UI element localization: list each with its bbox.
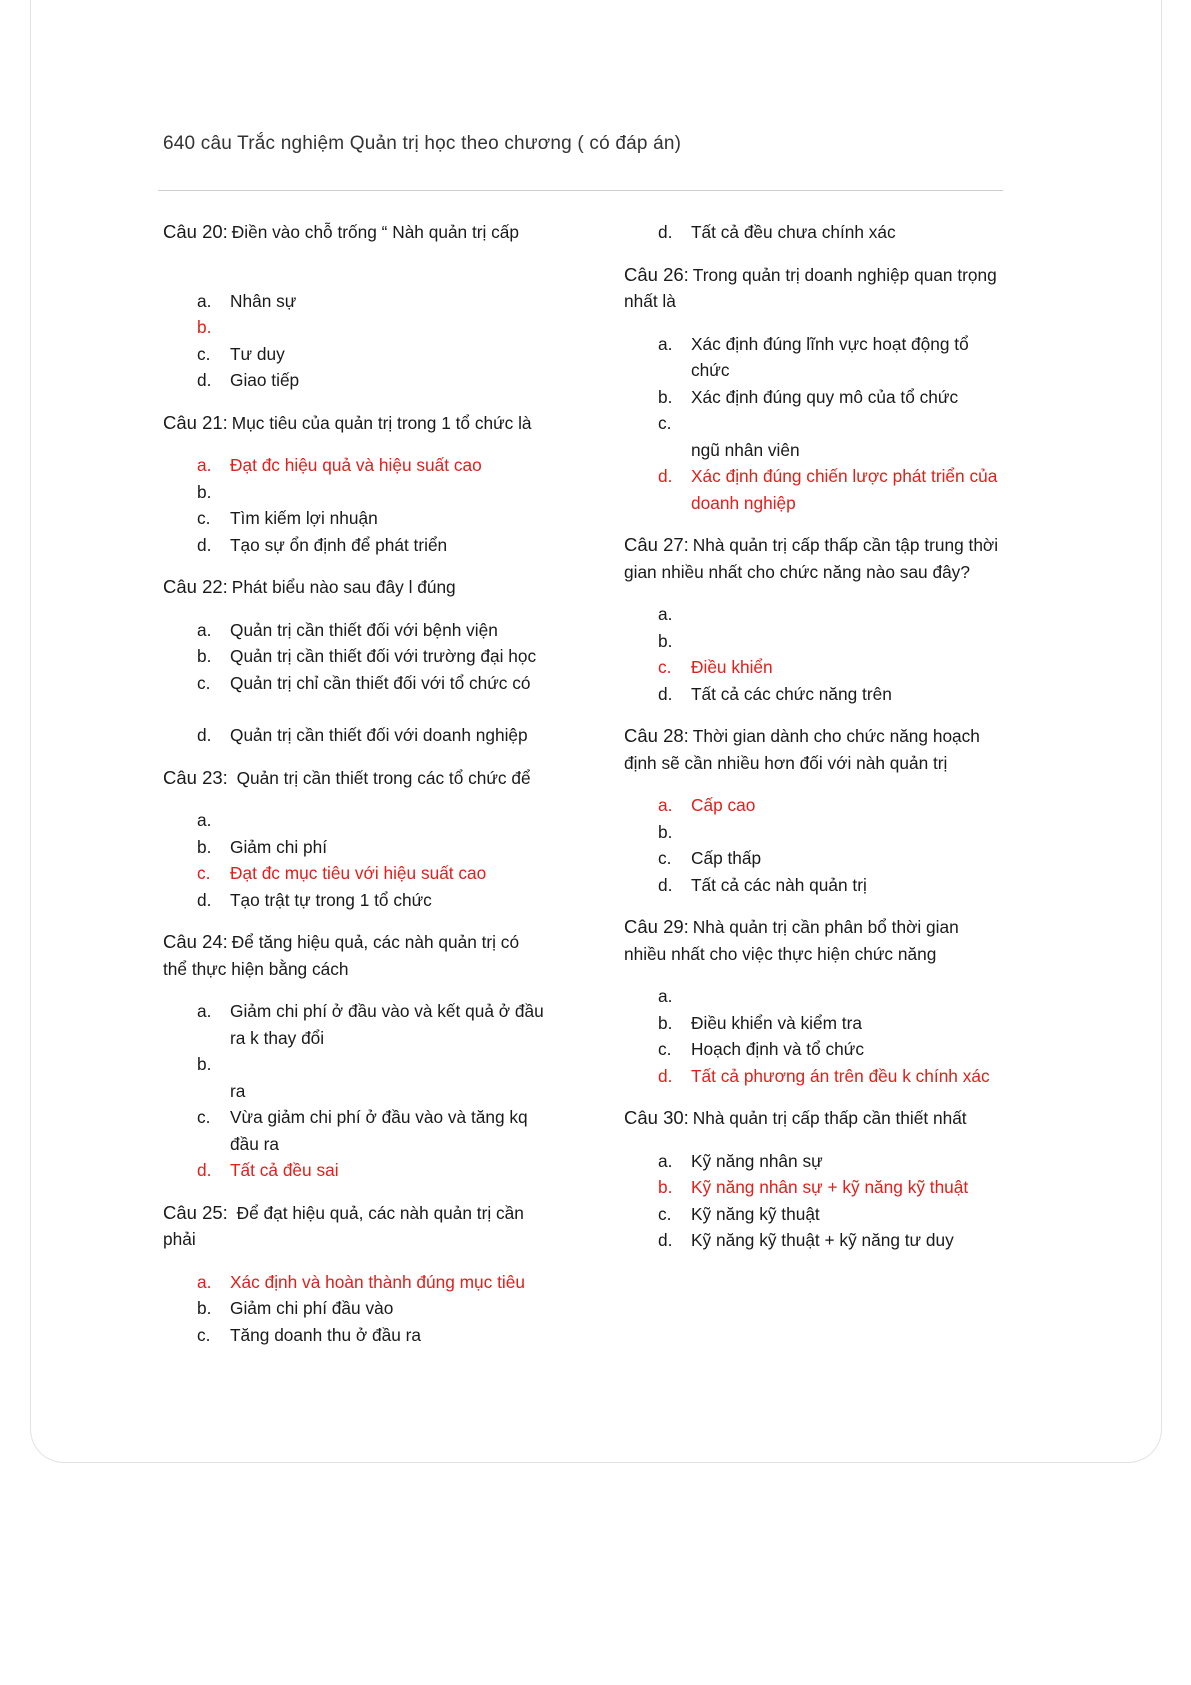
option-b[interactable]: b. Giảm chi phí [197,836,328,857]
option-b[interactable]: b. Điều khiển và kiểm tra [658,1012,862,1033]
option-b-answer[interactable]: b. Kỹ năng nhân sự + kỹ năng kỹ thuật [658,1177,969,1197]
option-a[interactable]: a. Xác định đúng lĩnh vực hoạt động tổ [658,333,969,354]
option-d[interactable]: d. Tất cả các nàh quản trị [658,874,867,895]
question-28 [624,723,1024,898]
question-label: Câu 26: [624,263,689,285]
question-label: Câu 30: [624,1107,689,1128]
option-c[interactable]: c. [658,413,672,433]
option-list [624,1148,1024,1254]
option-c[interactable]: c. Tăng doanh thu ở đầu ra [197,1324,422,1345]
option-list [624,331,1024,517]
question-stem [163,410,573,437]
option-list [624,792,1024,898]
question-21 [163,410,573,559]
option-list [163,1269,573,1349]
option-a-answer[interactable]: a. Đạt đc hiệu quả và hiệu suất cao [197,455,482,475]
question-text-cont: định sẽ cần nhiều hơn đối với nàh quản trị [624,752,948,773]
question-stem [163,929,573,982]
question-text: Nhà quản trị cấp thấp cần thiết nhất [692,1108,967,1128]
option-a-answer[interactable]: a. Cấp cao [658,795,756,815]
question-25 [163,1200,573,1349]
option-d[interactable]: d. Tất cả đều chưa chính xác [658,222,896,242]
option-c[interactable]: c. Quản trị chỉ cần thiết đối với tổ chức có [197,672,531,693]
option-d[interactable]: d. Tất cả các chức năng trên [658,683,892,704]
option-c[interactable]: c. Tư duy [197,343,285,364]
header-divider [158,190,1003,191]
question-text-cont: nhất là [624,291,676,311]
question-stem [163,574,573,601]
option-list [624,601,1024,707]
question-25-continued [624,219,1024,246]
question-22 [163,574,573,749]
question-text: Mục tiêu của quản trị trong 1 tổ chức là [231,412,532,433]
question-26 [624,262,1024,517]
option-d[interactable]: d. Giao tiếp [197,370,300,390]
option-a[interactable]: a. Giảm chi phí ở đầu vào và kết quả ở đầu [197,1001,544,1021]
option-d[interactable]: d. Tạo trật tự trong 1 tổ chức [197,889,432,910]
question-label: Câu 28: [624,725,689,746]
question-27 [624,532,1024,707]
option-b[interactable]: b. [197,481,212,502]
question-label: Câu 29: [624,916,689,937]
option-a[interactable]: a. [197,810,212,830]
question-text: Quản trị cần thiết trong các tổ chức để [236,767,531,788]
question-text: Nhà quản trị cấp thấp cần tập trung thời [692,535,999,555]
question-label: Câu 22: [163,576,228,597]
question-stem [624,723,1024,776]
option-c-answer[interactable]: c. Đạt đc mục tiêu với hiệu suất cao [197,863,487,883]
question-label: Câu 27: [624,534,689,555]
document-title: 640 câu Trắc nghiệm Quản trị học theo chương ( có đáp án) [163,133,682,154]
question-24 [163,929,573,1184]
question-text-cont: nhiều nhất cho việc thực hiện chức năng [624,943,937,964]
option-a[interactable]: a. Nhân sự [197,290,297,311]
question-stem [624,1105,1024,1132]
question-label: Câu 20: [163,221,228,242]
option-b[interactable]: b. Xác định đúng quy mô của tổ chức [658,386,959,407]
question-stem [163,765,573,792]
option-a-cont: chức [691,360,730,380]
question-stem [624,914,1024,967]
option-a-cont: ra k thay đổi [230,1027,325,1048]
option-b[interactable]: b. [658,821,673,842]
option-list [163,807,573,913]
option-c[interactable]: c. Vừa giảm chi phí ở đầu vào và tăng kq [197,1107,528,1127]
question-text-cont: gian nhiều nhất cho chức năng nào sau đây? [624,561,970,582]
option-d-cont: doanh nghiệp [691,492,796,513]
option-c-cont: ngũ nhân viên [691,439,800,460]
option-b[interactable]: b. [658,630,673,651]
option-a[interactable]: a. Quản trị cần thiết đối với bệnh viện [197,619,498,640]
question-text: Để đạt hiệu quả, các nàh quản trị cần [236,1202,524,1223]
option-c[interactable]: c. Tìm kiếm lợi nhuận [197,508,378,528]
option-d-answer[interactable]: d. Xác định đúng chiến lược phát triển của [658,466,998,486]
option-list [163,617,573,749]
option-c-answer[interactable]: c. Điều khiển [658,657,773,677]
option-c[interactable]: c. Cấp thấp [658,848,762,868]
option-b[interactable]: b. Quản trị cần thiết đối với trường đại học [197,646,537,666]
option-d-answer[interactable]: d. Tất cả đều sai [197,1160,339,1180]
question-label: Câu 23: [163,766,228,788]
option-a[interactable]: a. [658,986,673,1006]
option-c[interactable]: c. Kỹ năng kỹ thuật [658,1203,820,1224]
option-c-cont: đầu ra [230,1133,280,1154]
question-stem [163,1200,573,1253]
option-d[interactable]: d. Quản trị cần thiết đối với doanh nghiệp [197,725,528,745]
option-list [624,983,1024,1089]
option-b[interactable]: b. [197,1054,212,1074]
question-stem [624,532,1024,585]
question-29 [624,914,1024,1089]
option-b-answer[interactable]: b. [197,317,212,337]
option-list [163,452,573,558]
option-list [163,288,573,394]
option-a[interactable]: a. [658,604,673,624]
option-c[interactable]: c. Hoạch định và tổ chức [658,1039,864,1059]
question-text-cont: phải [163,1229,196,1249]
question-text: Thời gian dành cho chức năng hoạch [692,726,980,746]
question-label: Câu 24: [163,931,228,952]
option-d-answer[interactable]: d. Tất cả phương án trên đều k chính xác [658,1065,990,1086]
question-text: Để tăng hiệu quả, các nàh quản trị có [231,932,520,952]
question-text: Nhà quản trị cần phân bổ thời gian [692,917,959,937]
left-column [163,219,573,1364]
question-text: Điền vào chỗ trống “ Nàh quản trị cấp [231,222,520,242]
question-20 [163,219,573,394]
option-list [624,219,1024,246]
option-d[interactable]: d. Tạo sự ổn định để phát triển [197,534,448,555]
option-a[interactable]: a. Kỹ năng nhân sự [658,1150,823,1171]
question-30 [624,1105,1024,1254]
question-stem [163,219,573,246]
question-text: Trong quản trị doanh nghiệp quan trọng [692,264,997,285]
option-b[interactable]: b. Giảm chi phí đầu vào [197,1298,394,1318]
option-b-cont: ra [230,1080,246,1101]
question-label: Câu 21: [163,411,228,433]
question-text-cont: thể thực hiện bằng cách [163,958,349,979]
question-stem [624,262,1024,315]
option-list [163,998,573,1184]
question-text: Phát biểu nào sau đây l đúng [231,577,456,597]
right-column [624,219,1024,1270]
option-d[interactable]: d. Kỹ năng kỹ thuật + kỹ năng tư duy [658,1230,954,1250]
option-a-answer[interactable]: a. Xác định và hoàn thành đúng mục tiêu [197,1271,525,1292]
question-label: Câu 25: [163,1201,228,1223]
question-23 [163,765,573,914]
